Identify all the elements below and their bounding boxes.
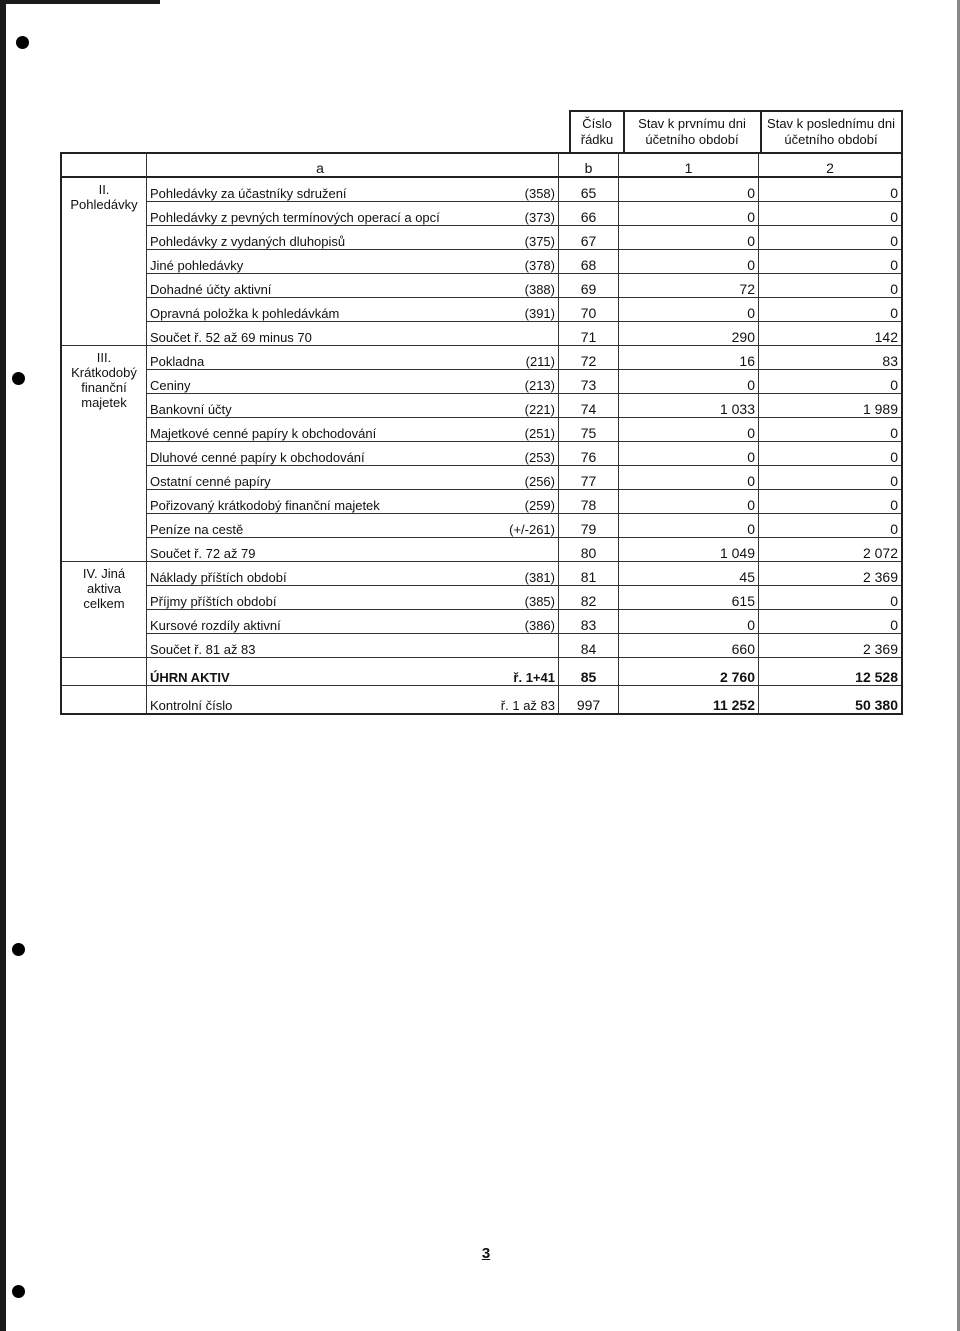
row-number: 69 — [559, 274, 619, 298]
row-number: 77 — [559, 466, 619, 490]
row-description: Dluhové cenné papíry k obchodování — [147, 442, 494, 466]
row-description: Jiné pohledávky — [147, 250, 494, 274]
table-row — [61, 634, 902, 658]
table-row — [61, 466, 902, 490]
value-last-day: 1 989 — [759, 394, 903, 418]
value-first-day: 0 — [619, 610, 759, 634]
value-first-day: 0 — [619, 514, 759, 538]
value-last-day: 0 — [759, 274, 903, 298]
value-first-day: 660 — [619, 634, 759, 658]
row-description: Součet ř. 81 až 83 — [147, 634, 494, 658]
value-last-day: 12 528 — [759, 658, 903, 686]
value-last-day: 0 — [759, 466, 903, 490]
row-description: Bankovní účty — [147, 394, 494, 418]
row-account-code — [493, 634, 559, 658]
table-row — [61, 418, 902, 442]
value-first-day: 0 — [619, 490, 759, 514]
row-number: 74 — [559, 394, 619, 418]
value-first-day: 0 — [619, 226, 759, 250]
row-number: 75 — [559, 418, 619, 442]
table-row — [61, 370, 902, 394]
header-first-day — [623, 110, 762, 152]
page-left-border — [0, 0, 6, 1331]
row-number: 70 — [559, 298, 619, 322]
row-account-code: (378) — [493, 250, 559, 274]
table-row — [61, 514, 902, 538]
value-first-day: 45 — [619, 562, 759, 586]
table-row — [61, 658, 902, 686]
row-description: Ceniny — [147, 370, 494, 394]
value-last-day: 142 — [759, 322, 903, 346]
section-empty — [61, 658, 147, 686]
row-number: 997 — [559, 686, 619, 715]
value-first-day: 0 — [619, 418, 759, 442]
row-account-code: (211) — [493, 346, 559, 370]
value-last-day: 0 — [759, 490, 903, 514]
row-number: 72 — [559, 346, 619, 370]
binder-hole-icon — [12, 943, 25, 956]
row-account-code: (358) — [493, 177, 559, 202]
value-first-day: 11 252 — [619, 686, 759, 715]
row-number: 82 — [559, 586, 619, 610]
value-first-day: 0 — [619, 370, 759, 394]
row-number: 65 — [559, 177, 619, 202]
value-first-day: 16 — [619, 346, 759, 370]
row-number: 71 — [559, 322, 619, 346]
column-index-section — [61, 153, 147, 177]
row-account-code: (256) — [493, 466, 559, 490]
row-number: 80 — [559, 538, 619, 562]
row-account-code: (388) — [493, 274, 559, 298]
column-index-2: 2 — [759, 153, 903, 177]
table-row — [61, 274, 902, 298]
row-description: Kursové rozdíly aktivní — [147, 610, 494, 634]
row-account-code: ř. 1 až 83 — [493, 686, 559, 715]
page-top-border — [0, 0, 160, 4]
binder-hole-icon — [12, 1285, 25, 1298]
row-description: Dohadné účty aktivní — [147, 274, 494, 298]
table-row — [61, 177, 902, 202]
row-account-code — [493, 538, 559, 562]
value-last-day: 2 369 — [759, 634, 903, 658]
section-label: III. Krátkodobý finanční majetek — [61, 346, 147, 562]
value-first-day: 0 — [619, 202, 759, 226]
value-last-day: 0 — [759, 177, 903, 202]
row-account-code: (381) — [493, 562, 559, 586]
page-number: 3 — [481, 1245, 491, 1262]
row-description: Peníze na cestě — [147, 514, 494, 538]
row-account-code: (213) — [493, 370, 559, 394]
section-label: II. Pohledávky — [61, 177, 147, 346]
row-account-code: ř. 1+41 — [493, 658, 559, 686]
value-last-day: 0 — [759, 610, 903, 634]
header-first-day-label: Stav k prvnímu dni účetního období — [638, 116, 746, 147]
table-row — [61, 394, 902, 418]
value-first-day: 1 049 — [619, 538, 759, 562]
value-last-day: 0 — [759, 226, 903, 250]
row-account-code: (253) — [493, 442, 559, 466]
value-last-day: 2 369 — [759, 562, 903, 586]
row-description: Pohledávky z pevných termínových operací a opcí — [147, 202, 494, 226]
row-description: Opravná položka k pohledávkám — [147, 298, 494, 322]
row-description: Náklady příštích období — [147, 562, 494, 586]
value-last-day: 0 — [759, 418, 903, 442]
row-number: 83 — [559, 610, 619, 634]
value-last-day: 50 380 — [759, 686, 903, 715]
value-first-day: 0 — [619, 466, 759, 490]
value-last-day: 0 — [759, 442, 903, 466]
row-description: Pokladna — [147, 346, 494, 370]
value-first-day: 0 — [619, 298, 759, 322]
table-row — [61, 322, 902, 346]
table-row — [61, 202, 902, 226]
table-row — [61, 442, 902, 466]
row-account-code: (373) — [493, 202, 559, 226]
value-last-day: 2 072 — [759, 538, 903, 562]
section-empty — [61, 686, 147, 715]
value-first-day: 0 — [619, 442, 759, 466]
row-description: Ostatní cenné papíry — [147, 466, 494, 490]
table-row — [61, 586, 902, 610]
table-row — [61, 226, 902, 250]
column-index-1: 1 — [619, 153, 759, 177]
column-index-a: a — [147, 153, 494, 177]
row-number: 73 — [559, 370, 619, 394]
value-first-day: 0 — [619, 250, 759, 274]
table-row — [61, 562, 902, 586]
value-first-day: 2 760 — [619, 658, 759, 686]
row-number: 68 — [559, 250, 619, 274]
row-description: Pohledávky z vydaných dluhopisů — [147, 226, 494, 250]
row-number: 76 — [559, 442, 619, 466]
row-number: 78 — [559, 490, 619, 514]
value-first-day: 615 — [619, 586, 759, 610]
value-last-day: 83 — [759, 346, 903, 370]
table-row — [61, 250, 902, 274]
value-last-day: 0 — [759, 250, 903, 274]
row-account-code — [493, 322, 559, 346]
row-account-code: (375) — [493, 226, 559, 250]
value-last-day: 0 — [759, 202, 903, 226]
table-row — [61, 686, 902, 715]
row-number: 81 — [559, 562, 619, 586]
value-last-day: 0 — [759, 586, 903, 610]
row-description: Pořizovaný krátkodobý finanční majetek — [147, 490, 494, 514]
row-account-code: (385) — [493, 586, 559, 610]
row-description: Součet ř. 72 až 79 — [147, 538, 494, 562]
row-account-code: (259) — [493, 490, 559, 514]
row-number: 84 — [559, 634, 619, 658]
table-row — [61, 538, 902, 562]
row-description: Součet ř. 52 až 69 minus 70 — [147, 322, 494, 346]
table-row — [61, 298, 902, 322]
table-row — [61, 346, 902, 370]
row-account-code: (251) — [493, 418, 559, 442]
header-row-number-label: Číslo řádku — [580, 116, 614, 147]
row-number: 67 — [559, 226, 619, 250]
column-index-code — [493, 153, 559, 177]
value-first-day: 72 — [619, 274, 759, 298]
value-last-day: 0 — [759, 298, 903, 322]
row-number: 66 — [559, 202, 619, 226]
row-account-code: (221) — [493, 394, 559, 418]
value-first-day: 1 033 — [619, 394, 759, 418]
row-description: Pohledávky za účastníky sdružení — [147, 177, 494, 202]
value-last-day: 0 — [759, 514, 903, 538]
row-number: 79 — [559, 514, 619, 538]
row-account-code: (386) — [493, 610, 559, 634]
row-description: Kontrolní číslo — [147, 686, 494, 715]
header-row-number — [569, 110, 625, 152]
section-label: IV. Jiná aktiva celkem — [61, 562, 147, 658]
header-last-day — [760, 110, 903, 152]
row-description: Příjmy příštích období — [147, 586, 494, 610]
column-index-b: b — [559, 153, 619, 177]
column-index-row — [61, 153, 902, 177]
table-row — [61, 610, 902, 634]
row-number: 85 — [559, 658, 619, 686]
row-account-code: (391) — [493, 298, 559, 322]
row-description: ÚHRN AKTIV — [147, 658, 494, 686]
table-row — [61, 490, 902, 514]
balance-sheet-table — [60, 152, 903, 715]
value-last-day: 0 — [759, 370, 903, 394]
header-last-day-label: Stav k poslednímu dni účetního období — [767, 116, 895, 147]
row-description: Majetkové cenné papíry k obchodování — [147, 418, 494, 442]
binder-hole-icon — [16, 36, 29, 49]
value-first-day: 0 — [619, 177, 759, 202]
value-first-day: 290 — [619, 322, 759, 346]
row-account-code: (+/-261) — [493, 514, 559, 538]
binder-hole-icon — [12, 372, 25, 385]
